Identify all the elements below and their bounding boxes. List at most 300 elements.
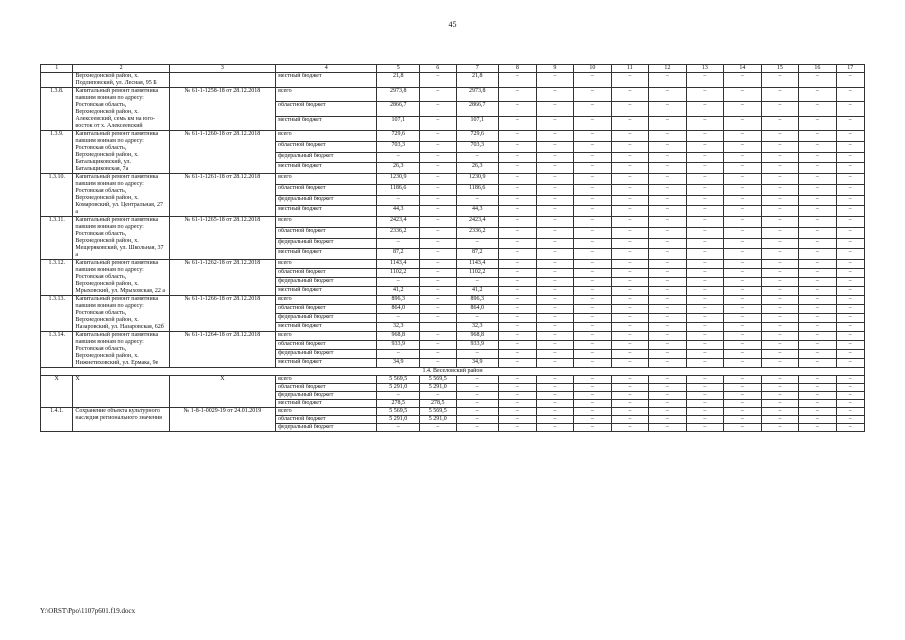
value-dash: –	[574, 73, 612, 88]
value-dash: –	[574, 163, 612, 174]
value-dash: –	[611, 260, 649, 269]
value-dash: –	[611, 174, 649, 185]
value-col5: –	[377, 195, 420, 206]
table-row	[41, 73, 865, 88]
value-dash: –	[724, 260, 762, 269]
value-dash: –	[649, 227, 687, 238]
header-cell: 17	[836, 65, 864, 73]
budget-source-label: всего	[276, 376, 377, 384]
budget-source-label: всего	[276, 408, 377, 416]
value-col5: 896,3	[377, 296, 420, 305]
value-col5: 41,2	[377, 287, 420, 296]
value-dash: –	[499, 88, 537, 102]
value-dash: –	[799, 88, 837, 102]
value-dash: –	[799, 314, 837, 323]
value-dash: –	[536, 314, 574, 323]
value-col7: 2973,8	[456, 88, 499, 102]
value-col6: 5 291,0	[420, 416, 456, 424]
value-dash: –	[536, 376, 574, 384]
value-dash: –	[536, 408, 574, 416]
value-dash: –	[836, 88, 864, 102]
value-dash: –	[611, 278, 649, 287]
value-col7: 896,3	[456, 296, 499, 305]
value-dash: –	[836, 332, 864, 341]
value-col7: 864,0	[456, 305, 499, 314]
item-document: № 61-1-1264-18 от 28.12.2018	[169, 332, 275, 368]
value-dash: –	[536, 249, 574, 260]
value-dash: –	[649, 238, 687, 249]
header-cell: 8	[499, 65, 537, 73]
item-number: 1.3.8.	[41, 88, 73, 131]
value-dash: –	[799, 217, 837, 228]
budget-source-label: федеральный бюджет	[276, 152, 377, 163]
item-description: Капитальный ремонт памятника павшим воинам по адресу: Ростовская область, Верхнедонской район, х. Батальщиковский, ул. Батальщиковская, 7а	[73, 131, 169, 174]
value-dash: –	[836, 217, 864, 228]
value-dash: –	[799, 227, 837, 238]
value-dash: –	[499, 102, 537, 116]
value-dash: –	[724, 323, 762, 332]
value-col7: –	[456, 392, 499, 400]
value-col7: –	[456, 376, 499, 384]
value-dash: –	[724, 195, 762, 206]
value-dash: –	[799, 392, 837, 400]
value-dash: –	[574, 102, 612, 116]
value-dash: –	[649, 174, 687, 185]
budget-source-label: всего	[276, 217, 377, 228]
value-dash: –	[836, 227, 864, 238]
value-dash: –	[799, 73, 837, 88]
value-col5: 21,8	[377, 73, 420, 88]
value-dash: –	[536, 206, 574, 217]
value-col6: –	[420, 278, 456, 287]
value-dash: –	[686, 416, 724, 424]
value-dash: –	[611, 249, 649, 260]
header-cell: 9	[536, 65, 574, 73]
value-dash: –	[536, 184, 574, 195]
value-col5: 864,0	[377, 305, 420, 314]
value-dash: –	[499, 278, 537, 287]
value-dash: –	[611, 269, 649, 278]
value-dash: –	[686, 305, 724, 314]
value-dash: –	[724, 152, 762, 163]
value-dash: –	[611, 400, 649, 408]
value-dash: –	[724, 278, 762, 287]
value-col7: 107,1	[456, 116, 499, 130]
value-dash: –	[799, 206, 837, 217]
value-dash: –	[724, 238, 762, 249]
value-col7: 729,6	[456, 131, 499, 142]
value-col7: 34,9	[456, 359, 499, 368]
value-dash: –	[499, 376, 537, 384]
value-dash: –	[686, 131, 724, 142]
value-dash: –	[611, 141, 649, 152]
value-dash: –	[611, 88, 649, 102]
value-dash: –	[649, 88, 687, 102]
value-dash: –	[574, 227, 612, 238]
value-dash: –	[836, 174, 864, 185]
value-dash: –	[499, 305, 537, 314]
value-col6: –	[420, 287, 456, 296]
item-document: X	[169, 376, 275, 408]
value-dash: –	[686, 217, 724, 228]
value-dash: –	[724, 131, 762, 142]
value-col6: –	[420, 269, 456, 278]
value-col6: –	[420, 238, 456, 249]
value-dash: –	[574, 88, 612, 102]
value-dash: –	[799, 174, 837, 185]
budget-source-label: федеральный бюджет	[276, 278, 377, 287]
value-dash: –	[799, 359, 837, 368]
item-document: № 1-8-1-0029-19 от 24.01.2019	[169, 408, 275, 432]
value-dash: –	[724, 376, 762, 384]
value-dash: –	[499, 73, 537, 88]
value-dash: –	[724, 227, 762, 238]
value-dash: –	[536, 332, 574, 341]
value-dash: –	[761, 227, 799, 238]
value-dash: –	[574, 332, 612, 341]
value-dash: –	[499, 400, 537, 408]
value-dash: –	[649, 296, 687, 305]
value-dash: –	[761, 408, 799, 416]
value-dash: –	[724, 269, 762, 278]
value-dash: –	[611, 184, 649, 195]
value-col6: –	[420, 152, 456, 163]
value-dash: –	[574, 323, 612, 332]
value-dash: –	[799, 341, 837, 350]
value-col6: –	[420, 332, 456, 341]
value-dash: –	[649, 400, 687, 408]
value-col5: 1143,4	[377, 260, 420, 269]
value-dash: –	[836, 238, 864, 249]
value-dash: –	[686, 174, 724, 185]
value-col7: –	[456, 408, 499, 416]
item-description: Капитальный ремонт памятника павшим воинам по адресу: Ростовская область, Верхнедонской район, х. Комаровский, ул. Центральная, 27 а	[73, 174, 169, 217]
value-dash: –	[761, 341, 799, 350]
value-col5: –	[377, 238, 420, 249]
value-dash: –	[724, 206, 762, 217]
value-dash: –	[761, 238, 799, 249]
value-col6: –	[420, 174, 456, 185]
value-dash: –	[536, 141, 574, 152]
value-dash: –	[536, 296, 574, 305]
value-col6: –	[420, 350, 456, 359]
budget-source-label: федеральный бюджет	[276, 392, 377, 400]
value-dash: –	[536, 269, 574, 278]
value-dash: –	[611, 287, 649, 296]
header-cell: 11	[611, 65, 649, 73]
value-dash: –	[761, 73, 799, 88]
value-col6: –	[420, 314, 456, 323]
budget-source-label: всего	[276, 131, 377, 142]
value-dash: –	[499, 227, 537, 238]
value-dash: –	[536, 152, 574, 163]
value-col7: 2336,2	[456, 227, 499, 238]
value-dash: –	[536, 73, 574, 88]
value-dash: –	[574, 408, 612, 416]
value-col7: –	[456, 400, 499, 408]
value-col7: 41,2	[456, 287, 499, 296]
value-dash: –	[761, 424, 799, 432]
value-dash: –	[611, 323, 649, 332]
budget-source-label: областной бюджет	[276, 305, 377, 314]
value-dash: –	[724, 350, 762, 359]
value-dash: –	[724, 296, 762, 305]
budget-source-label: местный бюджет	[276, 359, 377, 368]
value-dash: –	[574, 384, 612, 392]
value-dash: –	[611, 305, 649, 314]
value-dash: –	[761, 376, 799, 384]
table-row	[41, 296, 865, 305]
value-col5: –	[377, 392, 420, 400]
budget-source-label: федеральный бюджет	[276, 424, 377, 432]
value-dash: –	[724, 400, 762, 408]
header-cell: 5	[377, 65, 420, 73]
value-dash: –	[499, 206, 537, 217]
value-col5: 5 291,0	[377, 416, 420, 424]
item-document: № 61-1-1261-18 от 28.12.2018	[169, 174, 275, 217]
value-dash: –	[499, 350, 537, 359]
value-col5: 34,9	[377, 359, 420, 368]
value-dash: –	[499, 184, 537, 195]
item-description: Сохранение объекта культурного наследия регионального значения	[73, 408, 169, 432]
value-dash: –	[761, 88, 799, 102]
header-cell: 7	[456, 65, 499, 73]
value-dash: –	[649, 249, 687, 260]
value-dash: –	[649, 195, 687, 206]
value-dash: –	[611, 238, 649, 249]
value-dash: –	[799, 350, 837, 359]
value-dash: –	[686, 116, 724, 130]
value-dash: –	[799, 278, 837, 287]
value-dash: –	[649, 392, 687, 400]
value-dash: –	[649, 102, 687, 116]
value-dash: –	[836, 102, 864, 116]
value-col6: –	[420, 195, 456, 206]
value-dash: –	[499, 408, 537, 416]
value-dash: –	[836, 260, 864, 269]
value-dash: –	[536, 305, 574, 314]
value-dash: –	[499, 269, 537, 278]
value-col5: 703,3	[377, 141, 420, 152]
value-dash: –	[799, 416, 837, 424]
value-dash: –	[799, 296, 837, 305]
budget-source-label: федеральный бюджет	[276, 195, 377, 206]
value-dash: –	[649, 287, 687, 296]
value-col5: 1102,2	[377, 269, 420, 278]
value-dash: –	[574, 249, 612, 260]
value-dash: –	[724, 384, 762, 392]
value-dash: –	[724, 341, 762, 350]
value-dash: –	[649, 206, 687, 217]
value-dash: –	[761, 217, 799, 228]
header-cell: 10	[574, 65, 612, 73]
value-dash: –	[799, 260, 837, 269]
header-cell: 6	[420, 65, 456, 73]
value-col6: –	[420, 341, 456, 350]
value-dash: –	[536, 341, 574, 350]
value-dash: –	[574, 314, 612, 323]
value-dash: –	[536, 323, 574, 332]
value-dash: –	[836, 163, 864, 174]
value-dash: –	[799, 249, 837, 260]
value-dash: –	[574, 206, 612, 217]
value-dash: –	[686, 392, 724, 400]
value-dash: –	[574, 238, 612, 249]
value-dash: –	[574, 174, 612, 185]
value-dash: –	[574, 269, 612, 278]
value-col7: 26,3	[456, 163, 499, 174]
value-col5: 2423,4	[377, 217, 420, 228]
value-dash: –	[536, 195, 574, 206]
value-dash: –	[611, 195, 649, 206]
value-dash: –	[611, 206, 649, 217]
value-dash: –	[611, 163, 649, 174]
value-dash: –	[799, 332, 837, 341]
value-col7: –	[456, 152, 499, 163]
value-dash: –	[574, 195, 612, 206]
value-dash: –	[686, 384, 724, 392]
value-dash: –	[611, 73, 649, 88]
section-heading-row	[41, 368, 865, 376]
value-dash: –	[836, 416, 864, 424]
value-dash: –	[836, 384, 864, 392]
value-dash: –	[836, 206, 864, 217]
section-title: 1.4. Веселовский район	[41, 368, 865, 376]
value-col6: –	[420, 392, 456, 400]
budget-source-label: областной бюджет	[276, 341, 377, 350]
budget-source-label: местный бюджет	[276, 206, 377, 217]
value-dash: –	[499, 152, 537, 163]
value-dash: –	[761, 116, 799, 130]
value-dash: –	[686, 376, 724, 384]
value-col5: –	[377, 350, 420, 359]
value-col6: –	[420, 424, 456, 432]
value-col5: 968,8	[377, 332, 420, 341]
page-number: 45	[448, 20, 457, 29]
value-dash: –	[649, 141, 687, 152]
value-dash: –	[536, 287, 574, 296]
value-dash: –	[574, 341, 612, 350]
budget-source-label: областной бюджет	[276, 269, 377, 278]
value-dash: –	[724, 73, 762, 88]
value-dash: –	[724, 184, 762, 195]
value-dash: –	[649, 332, 687, 341]
table-row	[41, 174, 865, 185]
value-col7: –	[456, 424, 499, 432]
value-col6: 5 569,5	[420, 408, 456, 416]
value-dash: –	[536, 163, 574, 174]
value-dash: –	[611, 332, 649, 341]
value-dash: –	[649, 260, 687, 269]
item-description: Капитальный ремонт памятника павшим воинам по адресу: Ростовская область, Верхнедонской район, х. Назаровский, ул. Назаровская, 62б	[73, 296, 169, 332]
value-dash: –	[799, 305, 837, 314]
value-col5: 107,1	[377, 116, 420, 130]
value-dash: –	[499, 416, 537, 424]
value-dash: –	[611, 296, 649, 305]
value-col5: –	[377, 424, 420, 432]
value-dash: –	[536, 238, 574, 249]
value-col7: 968,8	[456, 332, 499, 341]
item-number: 1.3.11.	[41, 217, 73, 260]
value-dash: –	[799, 384, 837, 392]
value-dash: –	[799, 287, 837, 296]
value-dash: –	[574, 116, 612, 130]
value-dash: –	[499, 116, 537, 130]
value-col5: –	[377, 278, 420, 287]
value-dash: –	[536, 131, 574, 142]
value-dash: –	[761, 296, 799, 305]
value-col7: 1102,2	[456, 269, 499, 278]
value-dash: –	[799, 400, 837, 408]
value-dash: –	[574, 278, 612, 287]
value-dash: –	[574, 217, 612, 228]
value-dash: –	[686, 269, 724, 278]
value-dash: –	[799, 184, 837, 195]
value-dash: –	[836, 392, 864, 400]
value-dash: –	[761, 278, 799, 287]
value-col7: 32,3	[456, 323, 499, 332]
value-dash: –	[724, 424, 762, 432]
value-col6: –	[420, 260, 456, 269]
value-col7: 703,3	[456, 141, 499, 152]
value-dash: –	[649, 350, 687, 359]
value-dash: –	[836, 408, 864, 416]
item-document	[169, 73, 275, 88]
value-dash: –	[724, 392, 762, 400]
value-dash: –	[686, 260, 724, 269]
value-col6: –	[420, 163, 456, 174]
value-col7: 2423,4	[456, 217, 499, 228]
value-col7: 87,2	[456, 249, 499, 260]
value-dash: –	[836, 305, 864, 314]
value-dash: –	[536, 359, 574, 368]
value-dash: –	[574, 305, 612, 314]
header-cell: 15	[761, 65, 799, 73]
value-dash: –	[761, 141, 799, 152]
value-dash: –	[836, 359, 864, 368]
value-dash: –	[499, 323, 537, 332]
value-dash: –	[649, 217, 687, 228]
value-dash: –	[499, 131, 537, 142]
table-row	[41, 88, 865, 102]
value-dash: –	[536, 116, 574, 130]
header-row	[41, 65, 865, 73]
value-dash: –	[686, 102, 724, 116]
value-dash: –	[686, 323, 724, 332]
budget-source-label: местный бюджет	[276, 163, 377, 174]
value-dash: –	[499, 424, 537, 432]
value-dash: –	[536, 174, 574, 185]
item-document: № 61-1-1262-18 от 28.12.2018	[169, 260, 275, 296]
budget-table	[40, 64, 865, 432]
budget-source-label: всего	[276, 332, 377, 341]
value-dash: –	[836, 141, 864, 152]
value-col5: 26,3	[377, 163, 420, 174]
value-dash: –	[686, 141, 724, 152]
value-col6: –	[420, 217, 456, 228]
value-dash: –	[499, 217, 537, 228]
value-dash: –	[649, 416, 687, 424]
budget-source-label: местный бюджет	[276, 287, 377, 296]
value-dash: –	[611, 359, 649, 368]
value-dash: –	[536, 392, 574, 400]
value-dash: –	[611, 116, 649, 130]
value-dash: –	[611, 341, 649, 350]
value-col7: 21,8	[456, 73, 499, 88]
value-dash: –	[536, 400, 574, 408]
value-dash: –	[836, 152, 864, 163]
budget-source-label: областной бюджет	[276, 227, 377, 238]
